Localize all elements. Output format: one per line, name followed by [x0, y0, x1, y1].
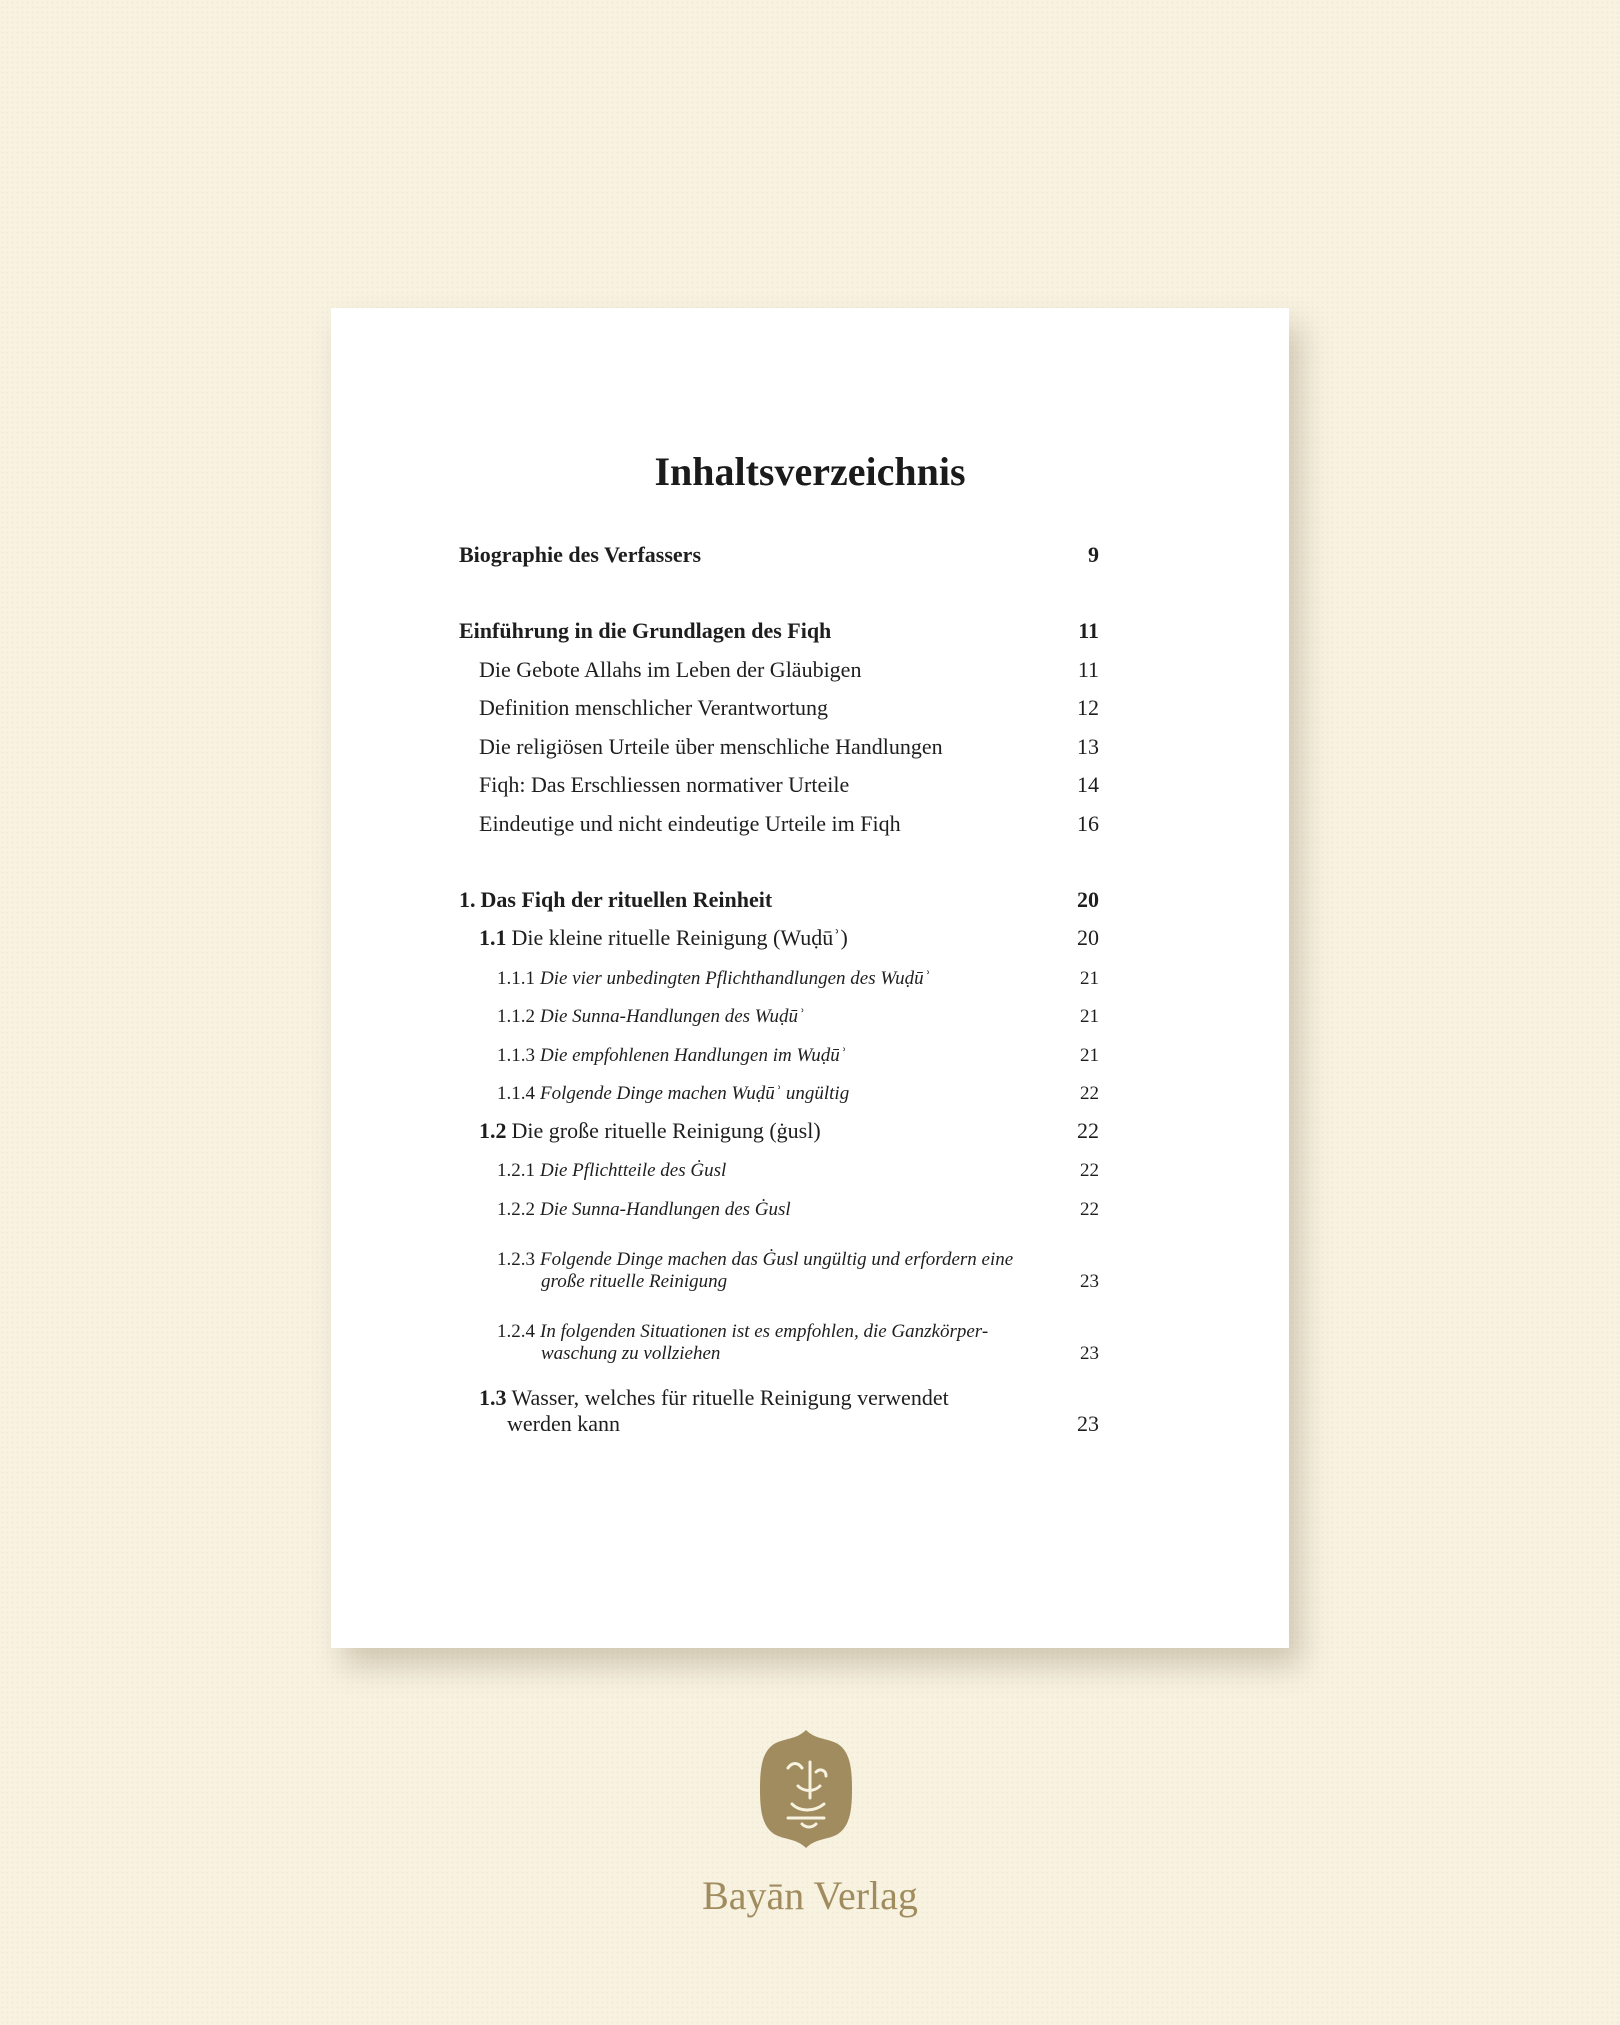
toc-entry-title: Die große rituelle Reinigung (ġusl)	[511, 1117, 821, 1143]
toc-entry-title: Wasser, welches für rituelle Reinigung verwendet	[511, 1384, 949, 1410]
toc-entry-page: 16	[1077, 810, 1099, 836]
toc-entry-number: 1.2.1	[497, 1160, 535, 1181]
toc-entry-page: 11	[1077, 656, 1099, 682]
toc-entry-number: 1.1.3	[497, 1044, 535, 1066]
toc-entry-page: 20	[1077, 886, 1099, 912]
toc-entry-title: Die Pflichtteile des Ġusl	[540, 1160, 727, 1181]
toc-entry-number: 1.1	[479, 925, 507, 950]
toc-entry-title: Die Sunna-Handlungen des Ġusl	[540, 1198, 791, 1220]
toc-entry[interactable]	[459, 951, 1099, 990]
toc-entry-page: 14	[1077, 772, 1099, 797]
toc-entry-title: Definition menschlicher Verantwortung	[479, 695, 829, 720]
toc-entry[interactable]	[459, 1293, 1099, 1365]
toc-entry-number: 1.1.2	[497, 1006, 535, 1027]
toc-entry-title: Einführung in die Grundlagen des Fiqh	[459, 618, 832, 643]
toc-entry-title-continued: große rituelle Reinigung	[541, 1270, 728, 1292]
toc-entry-page: 22	[1077, 1117, 1099, 1143]
toc-entry-number: 1.2.2	[497, 1198, 535, 1220]
toc-entry-title-continued: waschung zu vollziehen	[541, 1342, 721, 1364]
toc-entry[interactable]	[459, 1144, 1099, 1183]
toc-entry-number: 1.2.4	[497, 1320, 535, 1342]
toc-entry-title: Folgende Dinge machen das Ġusl ungültig und erfordern eine	[540, 1248, 1014, 1270]
toc-entry-title: Die empfohlenen Handlungen im Wuḍūʾ	[540, 1044, 847, 1066]
toc-entry[interactable]	[459, 721, 1099, 760]
toc-entry[interactable]	[459, 760, 1099, 799]
toc-entry[interactable]	[459, 683, 1099, 722]
toc-entry[interactable]	[459, 875, 1099, 913]
toc-entry-page: 22	[1080, 1083, 1099, 1104]
toc-entry-page: 9	[1088, 542, 1099, 567]
toc-entry-page: 21	[1080, 967, 1099, 989]
publisher-name: Bayān Verlag	[702, 1873, 918, 1918]
toc-entry-title: Eindeutige und nicht eindeutige Urteile im Fiqh	[479, 810, 901, 836]
toc-entry-page: 13	[1077, 733, 1099, 759]
toc-entry[interactable]	[459, 1182, 1099, 1221]
toc-entry[interactable]	[459, 1221, 1099, 1293]
toc-entry-page: 23	[1077, 1410, 1099, 1436]
toc-entry-page: 11	[1078, 618, 1099, 643]
toc-entry[interactable]	[459, 530, 1099, 568]
toc-entry-page: 21	[1080, 1044, 1099, 1066]
toc-entry-page: 12	[1077, 695, 1099, 720]
toc-entry-title: In folgenden Situationen ist es empfohlen, die Ganzkörper-	[540, 1320, 989, 1342]
toc-entry-page: 22	[1080, 1198, 1099, 1220]
toc-page	[331, 308, 1289, 1648]
table-of-contents	[459, 530, 1099, 1437]
toc-entry-number: 1.	[459, 886, 476, 912]
toc-entry-number: 1.2	[479, 1117, 507, 1143]
toc-entry[interactable]	[459, 1028, 1099, 1067]
toc-entry-title: Biographie des Verfassers	[459, 542, 701, 567]
toc-entry-title: Die kleine rituelle Reinigung (Wuḍūʾ)	[511, 925, 848, 950]
toc-entry-page: 20	[1077, 925, 1099, 950]
toc-entry-title: Fiqh: Das Erschliessen normativer Urteile	[479, 772, 850, 797]
toc-entry[interactable]	[459, 990, 1099, 1029]
toc-entry[interactable]	[459, 606, 1099, 644]
toc-entry[interactable]	[459, 1067, 1099, 1106]
toc-entry-page: 23	[1080, 1270, 1099, 1292]
toc-entry[interactable]	[459, 644, 1099, 683]
toc-entry-title: Folgende Dinge machen Wuḍūʾ ungültig	[540, 1083, 850, 1104]
toc-entry[interactable]	[459, 913, 1099, 952]
toc-entry-title: Die Sunna-Handlungen des Wuḍūʾ	[540, 1006, 805, 1027]
toc-entry-number: 1.2.3	[497, 1248, 535, 1270]
toc-entry-page: 23	[1080, 1342, 1099, 1364]
toc-entry[interactable]	[459, 798, 1099, 837]
page-title: Inhaltsverzeichnis	[654, 449, 966, 494]
toc-entry-title: Das Fiqh der rituellen Reinheit	[480, 886, 773, 912]
publisher-logo-icon	[758, 1728, 854, 1850]
toc-entry-number: 1.1.1	[497, 967, 535, 989]
toc-entry[interactable]	[459, 1365, 1099, 1437]
toc-entry-number: 1.3	[479, 1384, 507, 1410]
toc-entry-number: 1.1.4	[497, 1083, 535, 1104]
toc-entry-title: Die religiösen Urteile über menschliche Handlungen	[479, 733, 943, 759]
toc-entry-page: 21	[1080, 1006, 1099, 1027]
toc-entry-title: Die vier unbedingten Pflichthandlungen des Wuḍūʾ	[540, 967, 930, 989]
toc-entry[interactable]	[459, 1105, 1099, 1144]
toc-entry-title-continued: werden kann	[507, 1410, 621, 1436]
toc-entry-page: 22	[1080, 1160, 1099, 1181]
toc-entry-title: Die Gebote Allahs im Leben der Gläubigen	[479, 656, 862, 682]
